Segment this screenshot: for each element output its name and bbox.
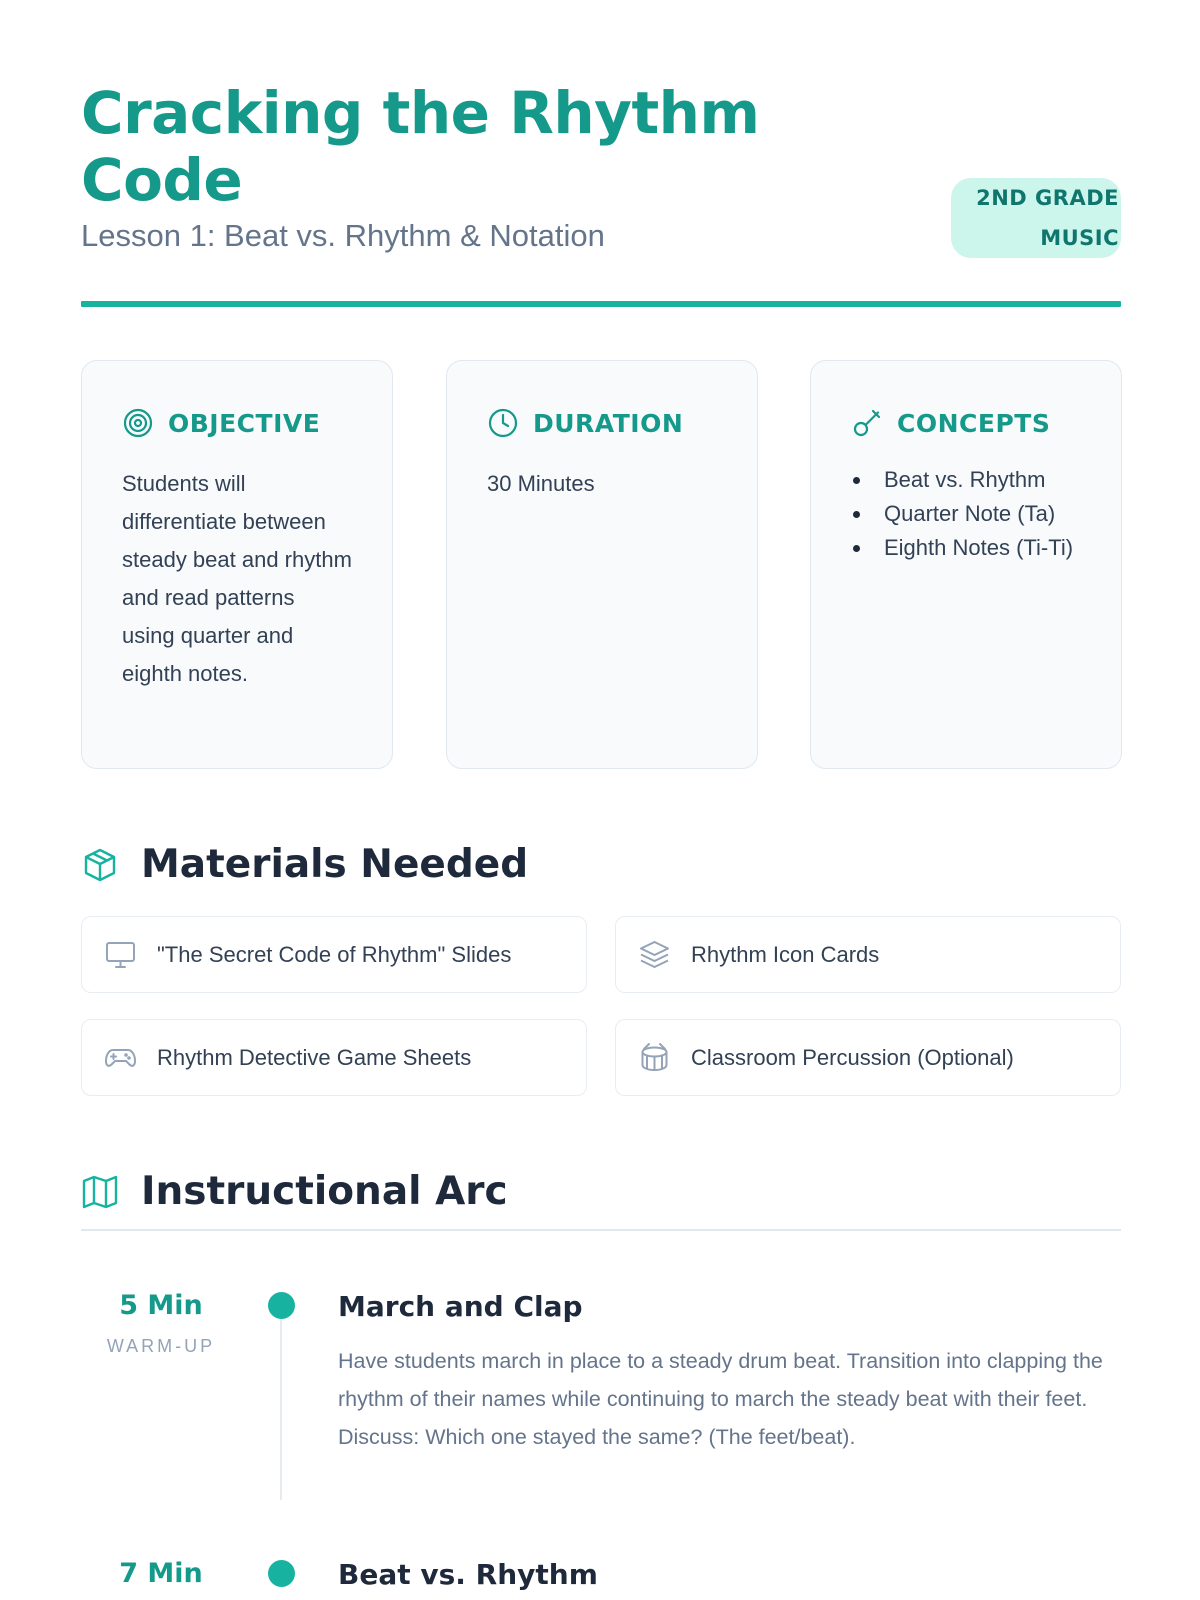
- arc-title: Instructional Arc: [141, 1169, 508, 1214]
- duration-title: DURATION: [533, 408, 684, 438]
- target-icon: [122, 407, 154, 439]
- grade-badge: 2ND GRADE MUSIC: [951, 178, 1121, 258]
- page-title: Cracking the Rhythm Code: [81, 79, 760, 214]
- info-cards: [81, 360, 1121, 769]
- concepts-card: [810, 360, 1122, 769]
- timeline-line: [280, 1300, 282, 1500]
- materials-title: Materials Needed: [141, 842, 529, 887]
- arc-heading: [81, 1169, 508, 1214]
- duration-card: [446, 360, 758, 769]
- material-item: [615, 1019, 1121, 1096]
- timeline-dot: [268, 1560, 295, 1587]
- step-duration: 7 Min: [119, 1558, 203, 1589]
- material-item: [81, 1019, 587, 1096]
- material-item: [615, 916, 1121, 993]
- monitor-icon: [104, 938, 137, 971]
- gamepad-icon: [104, 1041, 137, 1074]
- step-title: Beat vs. Rhythm: [338, 1558, 598, 1591]
- step-title: March and Clap: [338, 1290, 583, 1323]
- list-item: Beat vs. Rhythm: [851, 463, 1081, 497]
- duration-text: 30 Minutes: [487, 471, 595, 496]
- clock-icon: [487, 407, 519, 439]
- step-duration: 5 Min: [119, 1290, 203, 1321]
- music-note-icon: [851, 407, 883, 439]
- concepts-list: [851, 463, 1081, 565]
- timeline-dot: [268, 1292, 295, 1319]
- objective-card: [81, 360, 393, 769]
- material-label: Rhythm Detective Game Sheets: [157, 1044, 472, 1070]
- objective-title: OBJECTIVE: [168, 408, 321, 438]
- objective-text: Students will differentiate between steady beat and rhythm and read patterns using quarter and eighth notes.: [122, 471, 352, 686]
- concepts-title: CONCEPTS: [897, 408, 1051, 438]
- lesson-subtitle: Lesson 1: Beat vs. Rhythm & Notation: [81, 218, 605, 253]
- lesson-plan-page: [81, 0, 1121, 1591]
- layers-icon: [638, 938, 671, 971]
- package-icon: [81, 846, 119, 884]
- step-phase: WARM-UP: [106, 1336, 216, 1356]
- material-label: Classroom Percussion (Optional): [691, 1044, 1014, 1070]
- lesson-header: [81, 0, 1121, 308]
- materials-heading: [81, 842, 528, 887]
- list-item: Quarter Note (Ta): [851, 497, 1081, 531]
- list-item: Eighth Notes (Ti-Ti): [851, 531, 1081, 565]
- material-item: [81, 916, 587, 993]
- step-description: Have students march in place to a steady drum beat. Transition into clapping the rhythm of their names while continuing to march the steady beat with their feet. Discuss: Which one stayed the same? (The feet/beat).: [338, 1349, 1103, 1449]
- header-divider: [81, 301, 1121, 307]
- map-icon: [81, 1173, 119, 1211]
- drum-icon: [638, 1041, 671, 1074]
- material-label: "The Secret Code of Rhythm" Slides: [157, 941, 512, 967]
- material-label: Rhythm Icon Cards: [691, 941, 880, 967]
- arc-divider: [81, 1229, 1121, 1231]
